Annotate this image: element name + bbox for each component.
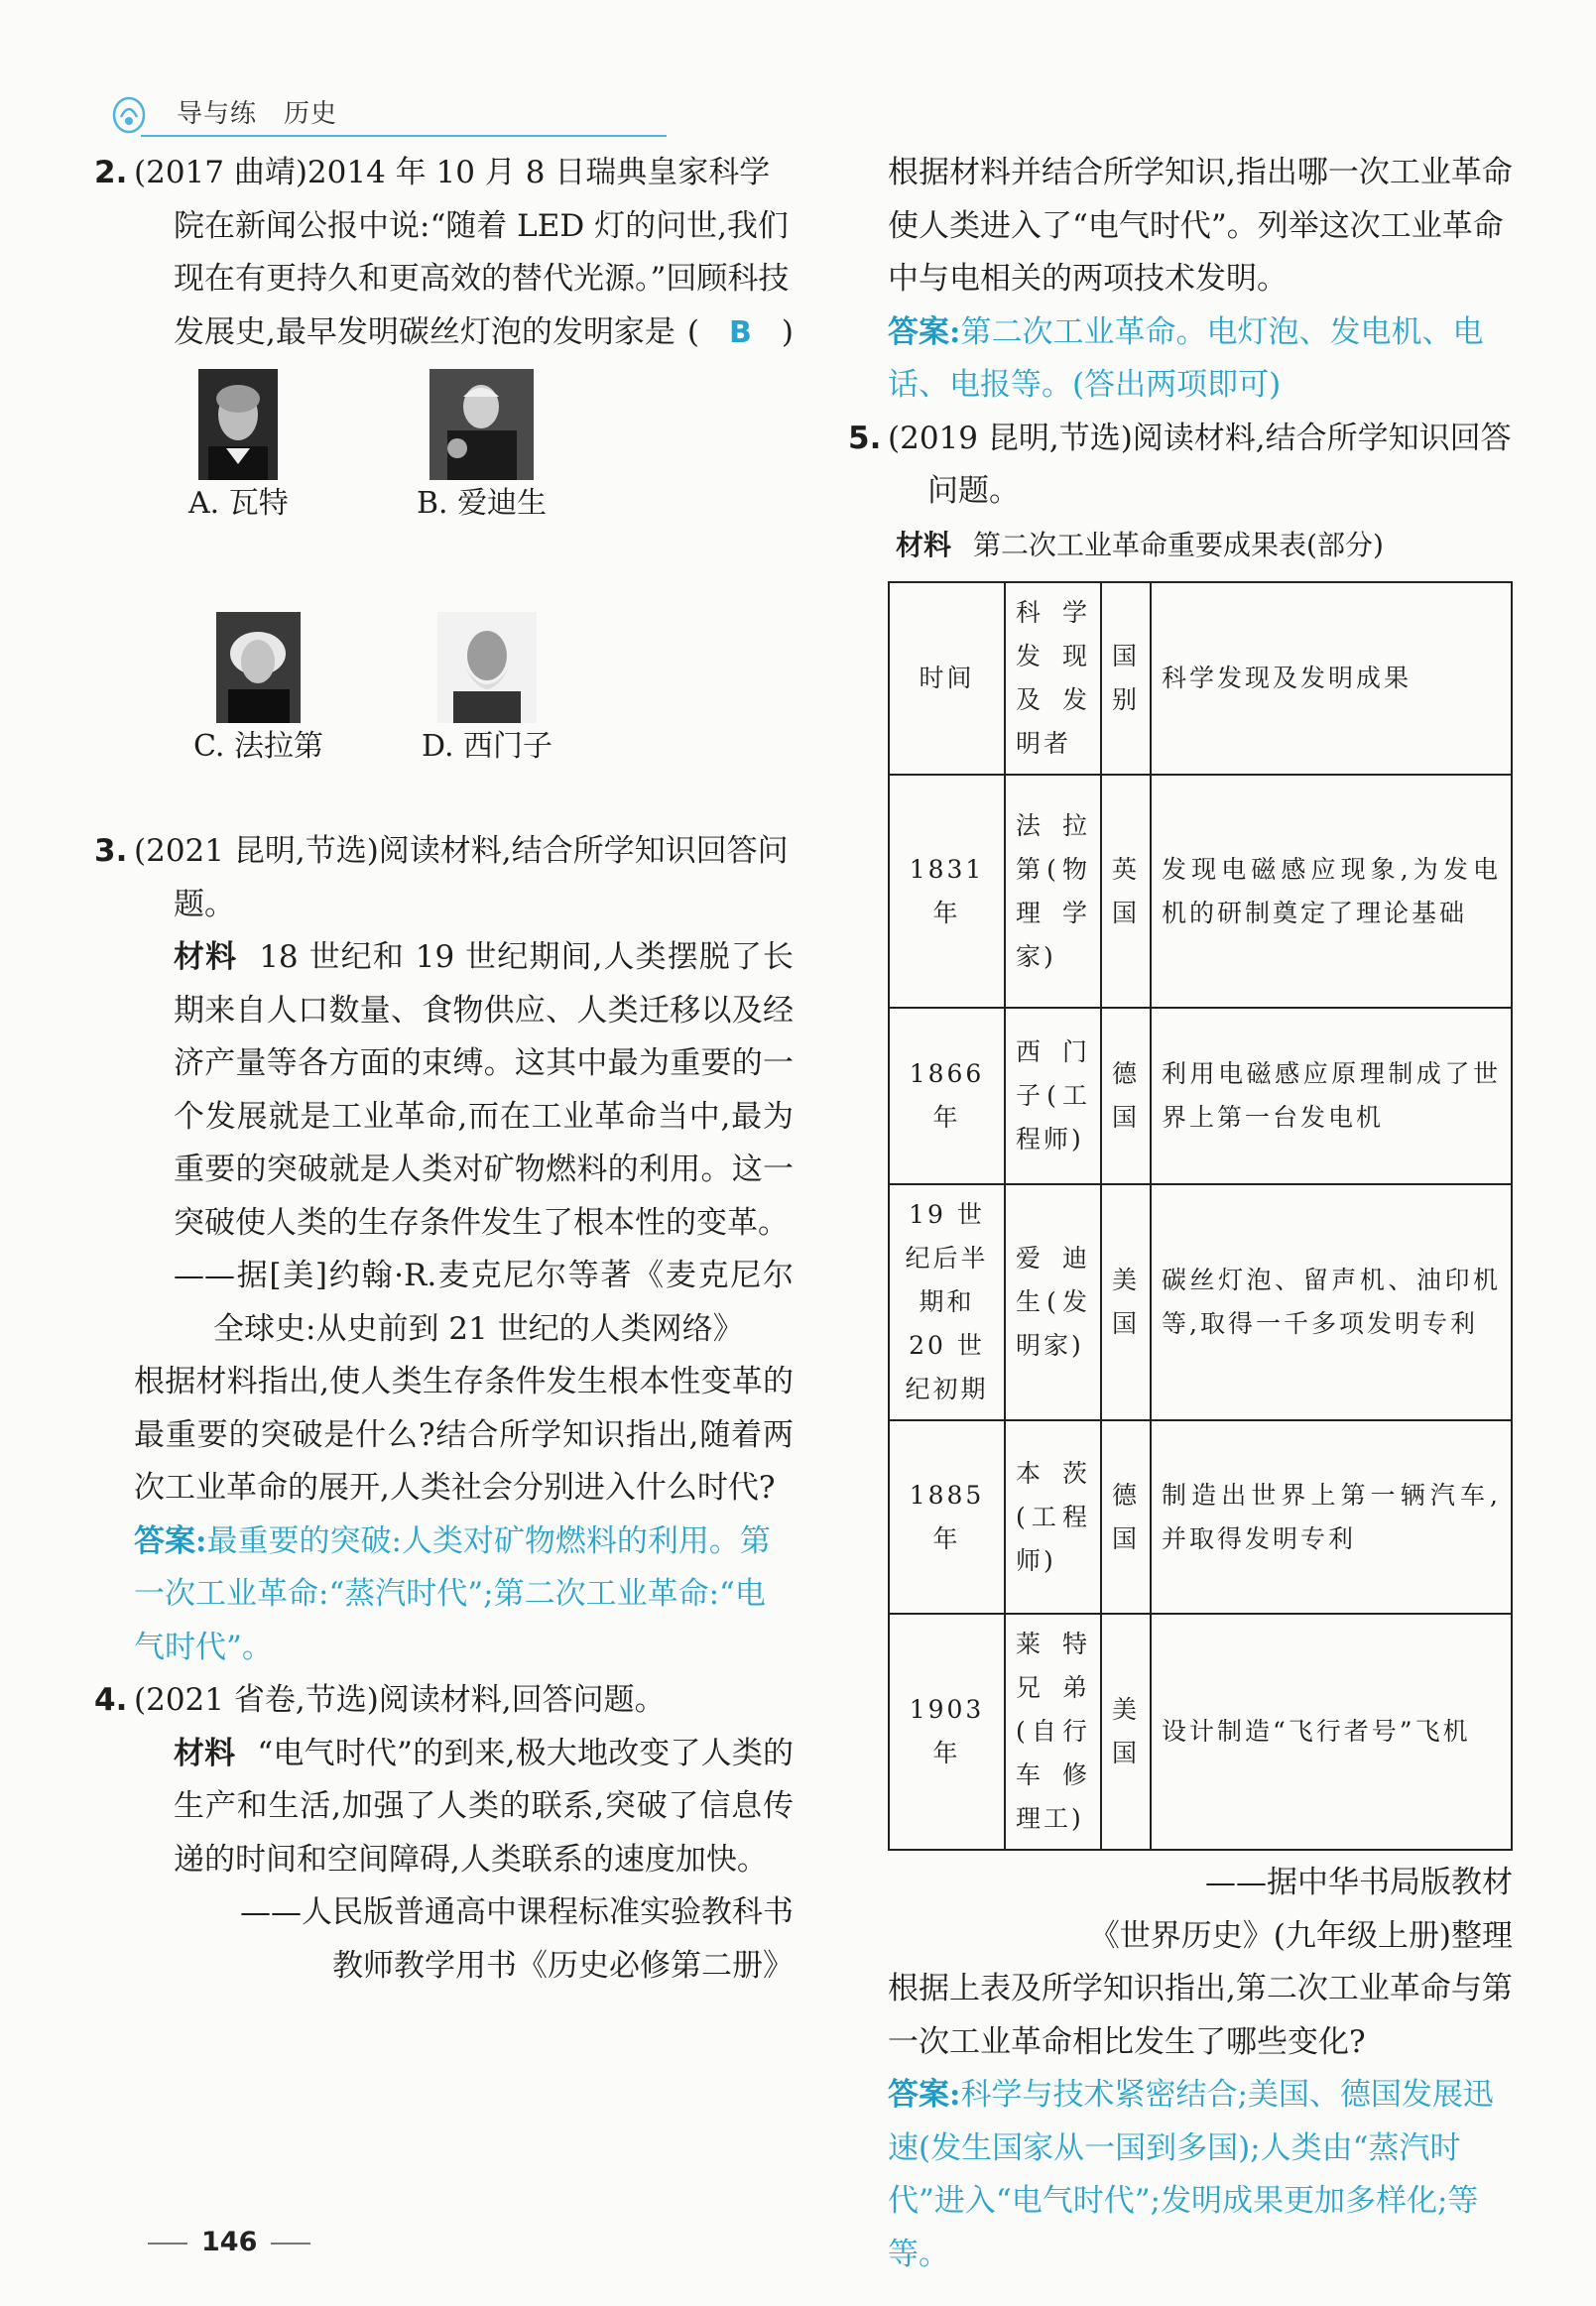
material-label: 材料: [174, 1735, 236, 1771]
footer-dash: [148, 2243, 187, 2245]
table-header-cell: 科学发现及发明成果: [1151, 582, 1512, 775]
table-cell: 制造出世界上第一辆汽车,并取得发明专利: [1151, 1420, 1512, 1614]
page-number: 146: [201, 2227, 258, 2257]
answer-label: 答案:: [888, 2077, 961, 2113]
option-d: [422, 612, 552, 767]
edison-portrait: [430, 369, 534, 480]
table-cell: 1903 年: [889, 1614, 1005, 1850]
question-intro: (2021 省卷,节选)阅读材料,回答问题。: [134, 1682, 666, 1718]
option-label: A. 瓦特: [188, 486, 289, 521]
material-block: [134, 1728, 794, 1887]
material-label: 材料: [174, 939, 238, 975]
table-cell: 利用电磁感应原理制成了世界上第一台发电机: [1151, 1008, 1512, 1184]
answer-block: [888, 2069, 1513, 2281]
table-header-cell: 时间: [889, 582, 1005, 775]
question-intro: (2019 昆明,节选)阅读材料,结合所学知识回答问题。: [888, 420, 1512, 509]
option-a: [188, 369, 289, 524]
table-cell: 美国: [1101, 1184, 1151, 1420]
header-rule: [141, 135, 667, 137]
siemens-portrait: [437, 612, 537, 723]
table-cell: 设计制造“飞行者号”飞机: [1151, 1614, 1512, 1850]
table-cell: 1831 年: [889, 775, 1005, 1008]
answer-text: 科学与技术紧密结合;美国、德国发展迅速(发生国家从一国到多国);人类由“蒸汽时代”进入“电气时代”;发明成果更加多样化;等等。: [888, 2077, 1494, 2272]
answer-bracket: ( B ): [686, 313, 794, 350]
table-row: [889, 1184, 1512, 1420]
table-row: [889, 1614, 1512, 1850]
option-c: [193, 612, 323, 767]
answer-label: 答案:: [888, 313, 961, 350]
table-title: 第二次工业革命重要成果表(部分): [973, 528, 1384, 561]
option-label: D. 西门子: [422, 729, 553, 764]
answer-block: [888, 306, 1513, 413]
material-label: 材料: [896, 528, 952, 561]
answer-text: 最重要的突破:人类对矿物燃料的利用。第一次工业革命:“蒸汽时代”;第二次工业革命:“电气时代”。: [134, 1522, 771, 1665]
table-cell: 西门子(工程师): [1005, 1008, 1101, 1184]
watt-portrait: [198, 369, 278, 480]
portrait-options: [174, 359, 794, 825]
answer-text: 第二次工业革命。电灯泡、发电机、电话、电报等。(答出两项即可): [888, 313, 1484, 403]
option-label: C. 法拉第: [193, 729, 323, 764]
question-5: 5. (2019 昆明,节选)阅读材料,结合所学知识回答问题。: [848, 420, 1512, 509]
page-footer: [134, 2227, 324, 2257]
table-cell: 爱迪生(发明家): [1005, 1184, 1101, 1420]
book-logo-icon: [111, 93, 147, 135]
table-cell: 莱特兄弟(自行车修理工): [1005, 1614, 1101, 1850]
table-row: [889, 775, 1512, 1008]
table-cell: 英国: [1101, 775, 1151, 1008]
table-cell: 美国: [1101, 1614, 1151, 1850]
results-table: [888, 581, 1513, 1851]
option-b: [417, 369, 547, 524]
table-cell: 德国: [1101, 1420, 1151, 1614]
question-2: 2. (2017 曲靖)2014 年 10 月 8 日瑞典皇家科学院在新闻公报中说:“随着 LED 灯的问世,我们现在有更持久和更高效的替代光源。”回顾科技发展史,最早发明碳丝灯泡的发明家是 ( B ): [134, 147, 794, 359]
table-cell: 德国: [1101, 1008, 1151, 1184]
material-text: “电气时代”的到来,极大地改变了人类的生产和生活,加强了人类的联系,突破了信息传递的时间和空间障碍,人类联系的速度加快。: [174, 1735, 794, 1878]
footer-dash: [271, 2243, 310, 2245]
faraday-portrait: [216, 612, 301, 723]
left-column: [94, 147, 794, 1993]
question-3: 3. (2021 昆明,节选)阅读材料,结合所学知识回答问题。: [94, 833, 789, 922]
table-cell: 1885 年: [889, 1420, 1005, 1614]
question-text: 根据材料指出,使人类生存条件发生根本性变革的最重要的突破是什么?结合所学知识指出,随着两次工业革命的展开,人类社会分别进入什么时代?: [134, 1364, 794, 1506]
question-4: 4. (2021 省卷,节选)阅读材料,回答问题。: [94, 1682, 666, 1718]
table-cell: 法拉第(物理学家): [1005, 775, 1101, 1008]
material-source-line2: 教师教学用书《历史必修第二册》: [332, 1947, 794, 1984]
table-header-cell: 科学发现及发明者: [1005, 582, 1101, 775]
table-cell: 19 世纪后半期和 20 世纪初期: [889, 1184, 1005, 1420]
table-header-row: [889, 582, 1512, 775]
answer-block: [134, 1516, 794, 1675]
material-block: [134, 931, 794, 1250]
header-title: 导与练 历史: [177, 99, 338, 129]
table-cell: 碳丝灯泡、留声机、油印机等,取得一千多项发明专利: [1151, 1184, 1512, 1420]
table-header-cell: 国别: [1101, 582, 1151, 775]
table-cell: 本茨(工程师): [1005, 1420, 1101, 1614]
material-source-line1: ——人民版普通高中课程标准实验教科书: [240, 1894, 794, 1930]
table-cell: 发现电磁感应现象,为发电机的研制奠定了理论基础: [1151, 775, 1512, 1008]
table-source-line2: 《世界历史》(九年级上册)整理: [1088, 1917, 1513, 1954]
table-source-line1: ——据中华书局版教材: [1205, 1865, 1513, 1900]
material-text: 18 世纪和 19 世纪期间,人类摆脱了长期来自人口数量、食物供应、人类迁移以及经济产量等各方面的束缚。这其中最为重要的一个发展就是工业革命,而在工业革命当中,最为重要的突破就是人类对矿物燃料的利用。这一突破使人类的生存条件发生了根本性的变革。: [174, 939, 794, 1241]
material-source: ——据[美]约翰·R.麦克尼尔等著《麦克尼尔全球史:从史前到 21 世纪的人类网络》: [174, 1258, 794, 1347]
question-text: 根据上表及所学知识指出,第二次工业革命与第一次工业革命相比发生了哪些变化?: [888, 1971, 1513, 2060]
option-label: B. 爱迪生: [417, 486, 548, 521]
table-caption: [888, 519, 1513, 572]
table-row: [889, 1008, 1512, 1184]
choice-answer: B: [729, 314, 752, 350]
right-column: [848, 147, 1513, 2281]
question-text: (2017 曲靖)2014 年 10 月 8 日瑞典皇家科学院在新闻公报中说:“随着 LED 灯的问世,我们现在有更持久和更高效的替代光源。”回顾科技发展史,最早发明碳丝灯泡的发明家是: [134, 155, 790, 350]
table-row: [889, 1420, 1512, 1614]
question-text: 根据材料并结合所学知识,指出哪一次工业革命使人类进入了“电气时代”。列举这次工业革命中与电相关的两项技术发明。: [888, 155, 1513, 297]
question-intro: (2021 昆明,节选)阅读材料,结合所学知识回答问题。: [134, 833, 789, 922]
answer-label: 答案:: [134, 1522, 207, 1559]
table-cell: 1866 年: [889, 1008, 1005, 1184]
